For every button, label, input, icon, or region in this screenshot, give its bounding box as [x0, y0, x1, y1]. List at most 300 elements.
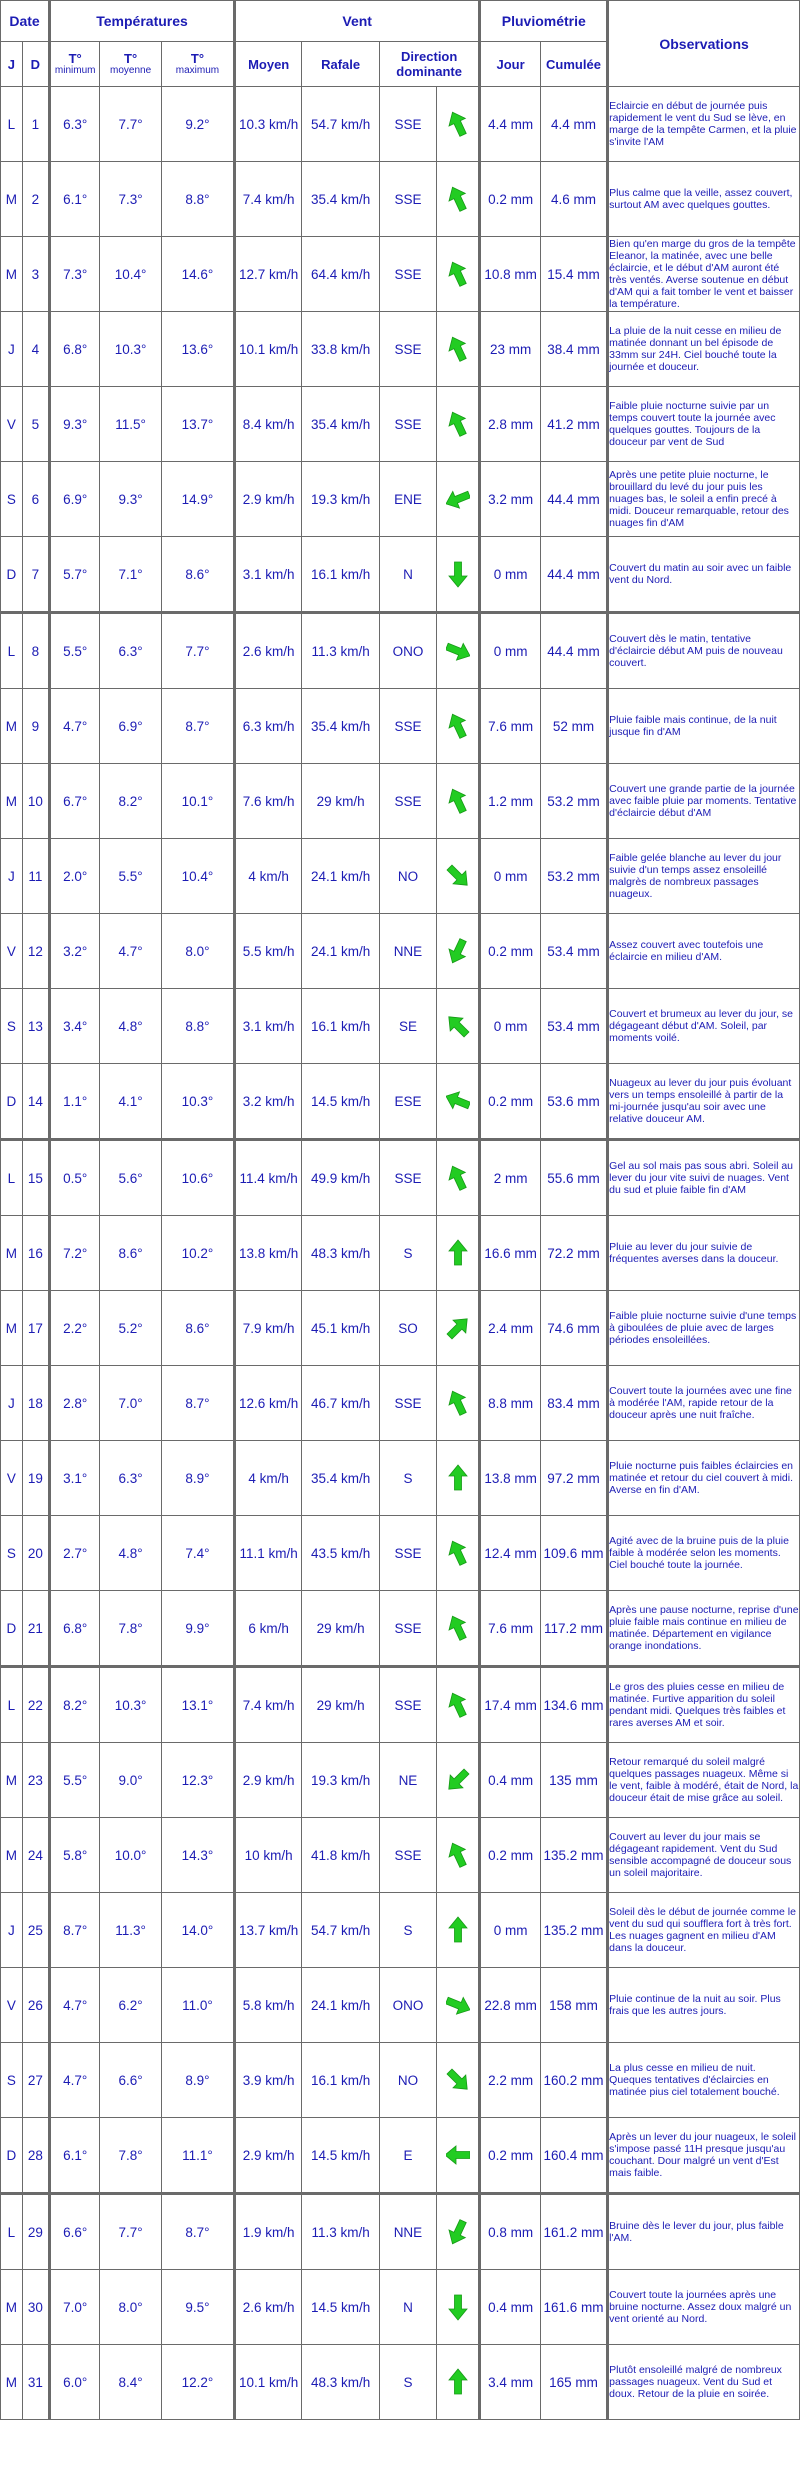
wind-gust: 29 km/h	[302, 1591, 380, 1667]
temp-min: 7.0°	[50, 2270, 100, 2345]
wind-gust: 48.3 km/h	[302, 2345, 380, 2420]
wind-direction: SSE	[379, 87, 436, 162]
wind-gust: 16.1 km/h	[302, 537, 380, 613]
wind-arrow-cell	[436, 2043, 479, 2118]
day-number: 28	[22, 2118, 49, 2194]
temp-max: 10.3°	[161, 1064, 234, 1140]
rain-cumul: 52 mm	[540, 689, 607, 764]
temp-max: 14.0°	[161, 1893, 234, 1968]
header-tmin: T° minimum	[50, 42, 100, 87]
observation-text: Couvert une grande partie de la journée avec faible pluie par moments. Tentative d'éclaircie début d'AM	[608, 764, 800, 839]
temp-avg: 4.1°	[100, 1064, 162, 1140]
temp-min: 1.1°	[50, 1064, 100, 1140]
rain-cumul: 135.2 mm	[540, 1818, 607, 1893]
rain-cumul: 161.2 mm	[540, 2194, 607, 2270]
wind-avg: 5.8 km/h	[234, 1968, 301, 2043]
wind-arrow-icon	[446, 1614, 470, 1642]
day-letter: D	[1, 1591, 23, 1667]
wind-direction: NNE	[379, 914, 436, 989]
rain-cumul: 72.2 mm	[540, 1216, 607, 1291]
temp-max: 8.8°	[161, 162, 234, 237]
wind-direction: SSE	[379, 312, 436, 387]
rain-day: 10.8 mm	[480, 237, 540, 312]
temp-max: 12.3°	[161, 1743, 234, 1818]
wind-arrow-cell	[436, 1291, 479, 1366]
wind-direction: SSE	[379, 1818, 436, 1893]
temp-max: 13.7°	[161, 387, 234, 462]
temp-max: 8.7°	[161, 2194, 234, 2270]
wind-arrow-cell	[436, 1743, 479, 1818]
day-letter: M	[1, 2270, 23, 2345]
wind-direction: SSE	[379, 1516, 436, 1591]
header-rafale: Rafale	[302, 42, 380, 87]
temp-avg: 11.5°	[100, 387, 162, 462]
wind-arrow-cell	[436, 1366, 479, 1441]
table-body	[1, 87, 800, 2420]
wind-arrow-cell	[436, 537, 479, 613]
temp-min: 6.0°	[50, 2345, 100, 2420]
temp-max: 8.7°	[161, 1366, 234, 1441]
wind-gust: 45.1 km/h	[302, 1291, 380, 1366]
day-number: 5	[22, 387, 49, 462]
temp-max: 12.2°	[161, 2345, 234, 2420]
observation-text: Retour remarqué du soleil malgré quelques passages nuageux. Même si le vent, faible à modéré, était de Nord, la douceur était de mise grâce au soleil.	[608, 1743, 800, 1818]
rain-day: 1.2 mm	[480, 764, 540, 839]
temp-avg: 7.1°	[100, 537, 162, 613]
day-number: 6	[22, 462, 49, 537]
rain-day: 0 mm	[480, 613, 540, 689]
rain-cumul: 117.2 mm	[540, 1591, 607, 1667]
rain-day: 0 mm	[480, 1893, 540, 1968]
rain-day: 4.4 mm	[480, 87, 540, 162]
day-letter: S	[1, 462, 23, 537]
wind-arrow-icon	[446, 1464, 470, 1492]
temp-min: 7.2°	[50, 1216, 100, 1291]
day-letter: M	[1, 2345, 23, 2420]
temp-avg: 4.7°	[100, 914, 162, 989]
wind-avg: 2.9 km/h	[234, 1743, 301, 1818]
wind-arrow-cell	[436, 312, 479, 387]
wind-arrow-cell	[436, 2118, 479, 2194]
wind-direction: ESE	[379, 1064, 436, 1140]
wind-direction: ONO	[379, 1968, 436, 2043]
day-letter: M	[1, 689, 23, 764]
temp-avg: 6.2°	[100, 1968, 162, 2043]
wind-gust: 14.5 km/h	[302, 1064, 380, 1140]
day-letter: L	[1, 613, 23, 689]
day-letter: S	[1, 1516, 23, 1591]
wind-arrow-icon	[446, 862, 470, 890]
wind-arrow-cell	[436, 87, 479, 162]
rain-day: 7.6 mm	[480, 1591, 540, 1667]
table-row	[1, 1667, 800, 1743]
wind-gust: 19.3 km/h	[302, 1743, 380, 1818]
table-row	[1, 1064, 800, 1140]
wind-arrow-icon	[446, 1389, 470, 1417]
rain-cumul: 83.4 mm	[540, 1366, 607, 1441]
wind-direction: N	[379, 537, 436, 613]
wind-gust: 46.7 km/h	[302, 1366, 380, 1441]
temp-avg: 11.3°	[100, 1893, 162, 1968]
table-row	[1, 237, 800, 312]
observation-text: Après une pause nocturne, reprise d'une pluie faible mais continue en milieu de matinée. Département en vigilance orange inondations.	[608, 1591, 800, 1667]
day-letter: L	[1, 87, 23, 162]
day-letter: M	[1, 1291, 23, 1366]
temp-min: 3.2°	[50, 914, 100, 989]
rain-cumul: 135.2 mm	[540, 1893, 607, 1968]
wind-arrow-cell	[436, 1516, 479, 1591]
wind-direction: SSE	[379, 237, 436, 312]
temp-max: 8.6°	[161, 537, 234, 613]
wind-gust: 14.5 km/h	[302, 2118, 380, 2194]
temp-min: 6.1°	[50, 2118, 100, 2194]
wind-avg: 4 km/h	[234, 1441, 301, 1516]
day-letter: V	[1, 914, 23, 989]
wind-gust: 11.3 km/h	[302, 613, 380, 689]
wind-gust: 24.1 km/h	[302, 1968, 380, 2043]
temp-min: 6.9°	[50, 462, 100, 537]
wind-avg: 11.1 km/h	[234, 1516, 301, 1591]
day-number: 17	[22, 1291, 49, 1366]
temp-min: 6.6°	[50, 2194, 100, 2270]
wind-arrow-cell	[436, 1667, 479, 1743]
wind-arrow-cell	[436, 1140, 479, 1216]
temp-max: 13.6°	[161, 312, 234, 387]
day-number: 8	[22, 613, 49, 689]
day-number: 11	[22, 839, 49, 914]
day-number: 4	[22, 312, 49, 387]
table-row	[1, 1140, 800, 1216]
rain-cumul: 165 mm	[540, 2345, 607, 2420]
temp-avg: 5.2°	[100, 1291, 162, 1366]
temp-avg: 6.3°	[100, 1441, 162, 1516]
table-row	[1, 989, 800, 1064]
wind-arrow-icon	[446, 1841, 470, 1869]
wind-avg: 3.1 km/h	[234, 537, 301, 613]
day-number: 23	[22, 1743, 49, 1818]
observation-text: Bruine dès le lever du jour, plus faible l'AM.	[608, 2194, 800, 2270]
rain-day: 8.8 mm	[480, 1366, 540, 1441]
wind-gust: 24.1 km/h	[302, 839, 380, 914]
rain-cumul: 74.6 mm	[540, 1291, 607, 1366]
wind-gust: 35.4 km/h	[302, 387, 380, 462]
wind-direction: S	[379, 1893, 436, 1968]
header-direction: Direction dominante	[379, 42, 479, 87]
observation-text: Couvert et brumeux au lever du jour, se dégageant début d'AM. Soleil, par moments voilé.	[608, 989, 800, 1064]
temp-avg: 8.6°	[100, 1216, 162, 1291]
rain-cumul: 135 mm	[540, 1743, 607, 1818]
table-row	[1, 462, 800, 537]
wind-arrow-cell	[436, 2270, 479, 2345]
temp-avg: 7.7°	[100, 87, 162, 162]
header-cumulee: Cumulée	[540, 42, 607, 87]
table-row	[1, 1441, 800, 1516]
rain-day: 22.8 mm	[480, 1968, 540, 2043]
temp-min: 5.5°	[50, 1743, 100, 1818]
header-tmax: T° maximum	[161, 42, 234, 87]
day-number: 27	[22, 2043, 49, 2118]
wind-arrow-icon	[446, 2066, 470, 2094]
wind-direction: NNE	[379, 2194, 436, 2270]
wind-gust: 35.4 km/h	[302, 1441, 380, 1516]
wind-arrow-cell	[436, 387, 479, 462]
rain-day: 12.4 mm	[480, 1516, 540, 1591]
wind-direction: SSE	[379, 689, 436, 764]
day-number: 14	[22, 1064, 49, 1140]
wind-gust: 43.5 km/h	[302, 1516, 380, 1591]
wind-gust: 19.3 km/h	[302, 462, 380, 537]
day-number: 10	[22, 764, 49, 839]
rain-cumul: 44.4 mm	[540, 462, 607, 537]
day-number: 21	[22, 1591, 49, 1667]
day-number: 16	[22, 1216, 49, 1291]
wind-direction: NO	[379, 839, 436, 914]
temp-max: 11.0°	[161, 1968, 234, 2043]
rain-cumul: 44.4 mm	[540, 613, 607, 689]
wind-avg: 11.4 km/h	[234, 1140, 301, 1216]
temp-min: 2.0°	[50, 839, 100, 914]
temp-min: 4.7°	[50, 2043, 100, 2118]
day-number: 13	[22, 989, 49, 1064]
temp-min: 6.7°	[50, 764, 100, 839]
wind-avg: 3.2 km/h	[234, 1064, 301, 1140]
day-letter: L	[1, 1140, 23, 1216]
temp-avg: 8.0°	[100, 2270, 162, 2345]
temp-max: 7.7°	[161, 613, 234, 689]
temp-max: 10.2°	[161, 1216, 234, 1291]
day-letter: J	[1, 839, 23, 914]
day-letter: M	[1, 764, 23, 839]
wind-gust: 16.1 km/h	[302, 2043, 380, 2118]
day-number: 30	[22, 2270, 49, 2345]
wind-direction: NO	[379, 2043, 436, 2118]
wind-direction: E	[379, 2118, 436, 2194]
rain-cumul: 41.2 mm	[540, 387, 607, 462]
wind-arrow-icon	[446, 2368, 470, 2396]
temp-avg: 5.6°	[100, 1140, 162, 1216]
observation-text: Bien qu'en marge du gros de la tempête Eleanor, la matinée, avec une belle éclaircie, et le début d'AM auront été très ventés. Averse soutenue en début d'AM qui a fait tomber le vent et baisser la température.	[608, 237, 800, 312]
observation-text: Eclaircie en début de journée puis rapidement le vent du Sud se lève, en marge de la tempête Carmen, et la pluie s'invite l'AM	[608, 87, 800, 162]
day-number: 12	[22, 914, 49, 989]
wind-direction: SSE	[379, 1667, 436, 1743]
wind-arrow-icon	[446, 2293, 470, 2321]
rain-day: 3.4 mm	[480, 2345, 540, 2420]
day-number: 9	[22, 689, 49, 764]
wind-gust: 11.3 km/h	[302, 2194, 380, 2270]
temp-min: 4.7°	[50, 1968, 100, 2043]
wind-arrow-cell	[436, 1818, 479, 1893]
day-number: 24	[22, 1818, 49, 1893]
wind-arrow-cell	[436, 462, 479, 537]
header-jour: Jour	[480, 42, 540, 87]
day-letter: J	[1, 1893, 23, 1968]
temp-min: 5.5°	[50, 613, 100, 689]
observation-text: Pluie nocturne puis faibles éclaircies en matinée et retour du ciel couvert à midi. Averse en fin d'AM.	[608, 1441, 800, 1516]
table-row	[1, 387, 800, 462]
wind-arrow-icon	[446, 260, 470, 288]
day-number: 18	[22, 1366, 49, 1441]
rain-day: 0 mm	[480, 989, 540, 1064]
wind-arrow-icon	[446, 410, 470, 438]
temp-min: 6.8°	[50, 312, 100, 387]
table-row	[1, 1291, 800, 1366]
table-row	[1, 2345, 800, 2420]
rain-cumul: 38.4 mm	[540, 312, 607, 387]
temp-min: 9.3°	[50, 387, 100, 462]
temp-avg: 7.0°	[100, 1366, 162, 1441]
wind-arrow-icon	[446, 1691, 470, 1719]
rain-day: 13.8 mm	[480, 1441, 540, 1516]
day-letter: M	[1, 162, 23, 237]
observation-text: Plus calme que la veille, assez couvert, surtout AM avec quelques gouttes.	[608, 162, 800, 237]
temp-min: 6.8°	[50, 1591, 100, 1667]
wind-avg: 6 km/h	[234, 1591, 301, 1667]
observation-text: Couvert au lever du jour mais se dégageant rapidement. Vent du Sud sensible accompagné de douceur sous un soleil majoritaire.	[608, 1818, 800, 1893]
header-pluviometrie: Pluviométrie	[480, 1, 608, 42]
table-row	[1, 2118, 800, 2194]
day-letter: L	[1, 2194, 23, 2270]
wind-arrow-cell	[436, 989, 479, 1064]
observation-text: Pluie faible mais continue, de la nuit jusque fin d'AM	[608, 689, 800, 764]
wind-avg: 2.6 km/h	[234, 613, 301, 689]
observation-text: Couvert dès le matin, tentative d'éclaircie début AM puis de nouveau couvert.	[608, 613, 800, 689]
wind-arrow-cell	[436, 764, 479, 839]
observation-text: Après un lever du jour nuageux, le soleil s'impose passé 11H presque jusqu'au couchant. Dour malgré un vent d'Est mais faible.	[608, 2118, 800, 2194]
wind-avg: 13.8 km/h	[234, 1216, 301, 1291]
temp-max: 14.9°	[161, 462, 234, 537]
temp-avg: 4.8°	[100, 1516, 162, 1591]
observation-text: Après une petite pluie nocturne, le brouillard du levé du jour puis les nuages bas, le soleil a enfin precé à midi. Douceur remarquable, retour des nuages fin d'AM	[608, 462, 800, 537]
table-row	[1, 613, 800, 689]
observation-text: Nuageux au lever du jour puis évoluant vers un temps ensoleillé à partir de la mi-journée jusqu'au soir avec une relative douceur AM.	[608, 1064, 800, 1140]
temp-avg: 7.8°	[100, 1591, 162, 1667]
observation-text: Couvert du matin au soir avec un faible vent du Nord.	[608, 537, 800, 613]
rain-cumul: 53.4 mm	[540, 914, 607, 989]
rain-day: 7.6 mm	[480, 689, 540, 764]
rain-cumul: 15.4 mm	[540, 237, 607, 312]
temp-avg: 10.4°	[100, 237, 162, 312]
wind-arrow-icon	[446, 1766, 470, 1794]
table-row	[1, 162, 800, 237]
wind-direction: ONO	[379, 613, 436, 689]
temp-max: 14.3°	[161, 1818, 234, 1893]
rain-cumul: 97.2 mm	[540, 1441, 607, 1516]
rain-cumul: 134.6 mm	[540, 1667, 607, 1743]
wind-avg: 2.9 km/h	[234, 2118, 301, 2194]
temp-max: 10.1°	[161, 764, 234, 839]
temp-min: 2.8°	[50, 1366, 100, 1441]
temp-avg: 9.0°	[100, 1743, 162, 1818]
wind-arrow-icon	[446, 1012, 470, 1040]
wind-arrow-cell	[436, 1893, 479, 1968]
wind-direction: N	[379, 2270, 436, 2345]
wind-avg: 5.5 km/h	[234, 914, 301, 989]
temp-min: 8.2°	[50, 1667, 100, 1743]
wind-avg: 2.6 km/h	[234, 2270, 301, 2345]
wind-direction: NE	[379, 1743, 436, 1818]
table-row	[1, 1216, 800, 1291]
temp-avg: 8.2°	[100, 764, 162, 839]
observation-text: Faible gelée blanche au lever du jour suivie d'un temps assez ensoleillé malgrès de nombreux passages nuageux.	[608, 839, 800, 914]
wind-gust: 49.9 km/h	[302, 1140, 380, 1216]
wind-arrow-cell	[436, 1216, 479, 1291]
rain-cumul: 161.6 mm	[540, 2270, 607, 2345]
rain-cumul: 53.2 mm	[540, 839, 607, 914]
temp-avg: 5.5°	[100, 839, 162, 914]
temp-min: 3.1°	[50, 1441, 100, 1516]
table-row	[1, 839, 800, 914]
rain-day: 0.2 mm	[480, 914, 540, 989]
wind-avg: 13.7 km/h	[234, 1893, 301, 1968]
wind-arrow-cell	[436, 2194, 479, 2270]
day-letter: D	[1, 2118, 23, 2194]
wind-direction: SSE	[379, 387, 436, 462]
day-letter: V	[1, 1441, 23, 1516]
wind-arrow-cell	[436, 1064, 479, 1140]
wind-avg: 1.9 km/h	[234, 2194, 301, 2270]
wind-arrow-icon	[446, 185, 470, 213]
temp-max: 11.1°	[161, 2118, 234, 2194]
wind-direction: S	[379, 2345, 436, 2420]
wind-arrow-icon	[446, 1239, 470, 1267]
wind-avg: 4 km/h	[234, 839, 301, 914]
rain-day: 3.2 mm	[480, 462, 540, 537]
wind-direction: SSE	[379, 1366, 436, 1441]
rain-cumul: 53.4 mm	[540, 989, 607, 1064]
rain-day: 0 mm	[480, 839, 540, 914]
wind-arrow-icon	[446, 560, 470, 588]
wind-gust: 35.4 km/h	[302, 689, 380, 764]
day-letter: M	[1, 1743, 23, 1818]
temp-min: 5.7°	[50, 537, 100, 613]
table-row	[1, 312, 800, 387]
rain-cumul: 160.2 mm	[540, 2043, 607, 2118]
wind-direction: S	[379, 1441, 436, 1516]
rain-day: 0.4 mm	[480, 1743, 540, 1818]
temp-min: 4.7°	[50, 689, 100, 764]
day-letter: S	[1, 989, 23, 1064]
wind-arrow-icon	[446, 2141, 470, 2169]
wind-arrow-cell	[436, 839, 479, 914]
wind-gust: 16.1 km/h	[302, 989, 380, 1064]
rain-cumul: 53.2 mm	[540, 764, 607, 839]
temp-min: 7.3°	[50, 237, 100, 312]
temp-min: 6.1°	[50, 162, 100, 237]
wind-avg: 10.3 km/h	[234, 87, 301, 162]
day-letter: J	[1, 1366, 23, 1441]
wind-arrow-icon	[446, 637, 470, 665]
wind-arrow-icon	[446, 335, 470, 363]
temp-avg: 6.9°	[100, 689, 162, 764]
table-row	[1, 1818, 800, 1893]
temp-avg: 6.6°	[100, 2043, 162, 2118]
wind-arrow-cell	[436, 689, 479, 764]
temp-avg: 4.8°	[100, 989, 162, 1064]
day-number: 19	[22, 1441, 49, 1516]
header-j: J	[1, 42, 23, 87]
day-number: 3	[22, 237, 49, 312]
observation-text: La plus cesse en milieu de nuit. Queques tentatives d'éclaircies en matinée pius ciel totalement bouché.	[608, 2043, 800, 2118]
rain-day: 0.2 mm	[480, 162, 540, 237]
wind-direction: SSE	[379, 1140, 436, 1216]
observation-text: Soleil dès le début de journée comme le vent du sud qui soufflera fort à très fort. Les nuages gagnent en milieu d'AM dans la douceur.	[608, 1893, 800, 1968]
temp-max: 9.9°	[161, 1591, 234, 1667]
day-letter: D	[1, 1064, 23, 1140]
table-row	[1, 764, 800, 839]
rain-day: 0.2 mm	[480, 2118, 540, 2194]
temp-avg: 8.4°	[100, 2345, 162, 2420]
wind-direction: SO	[379, 1291, 436, 1366]
